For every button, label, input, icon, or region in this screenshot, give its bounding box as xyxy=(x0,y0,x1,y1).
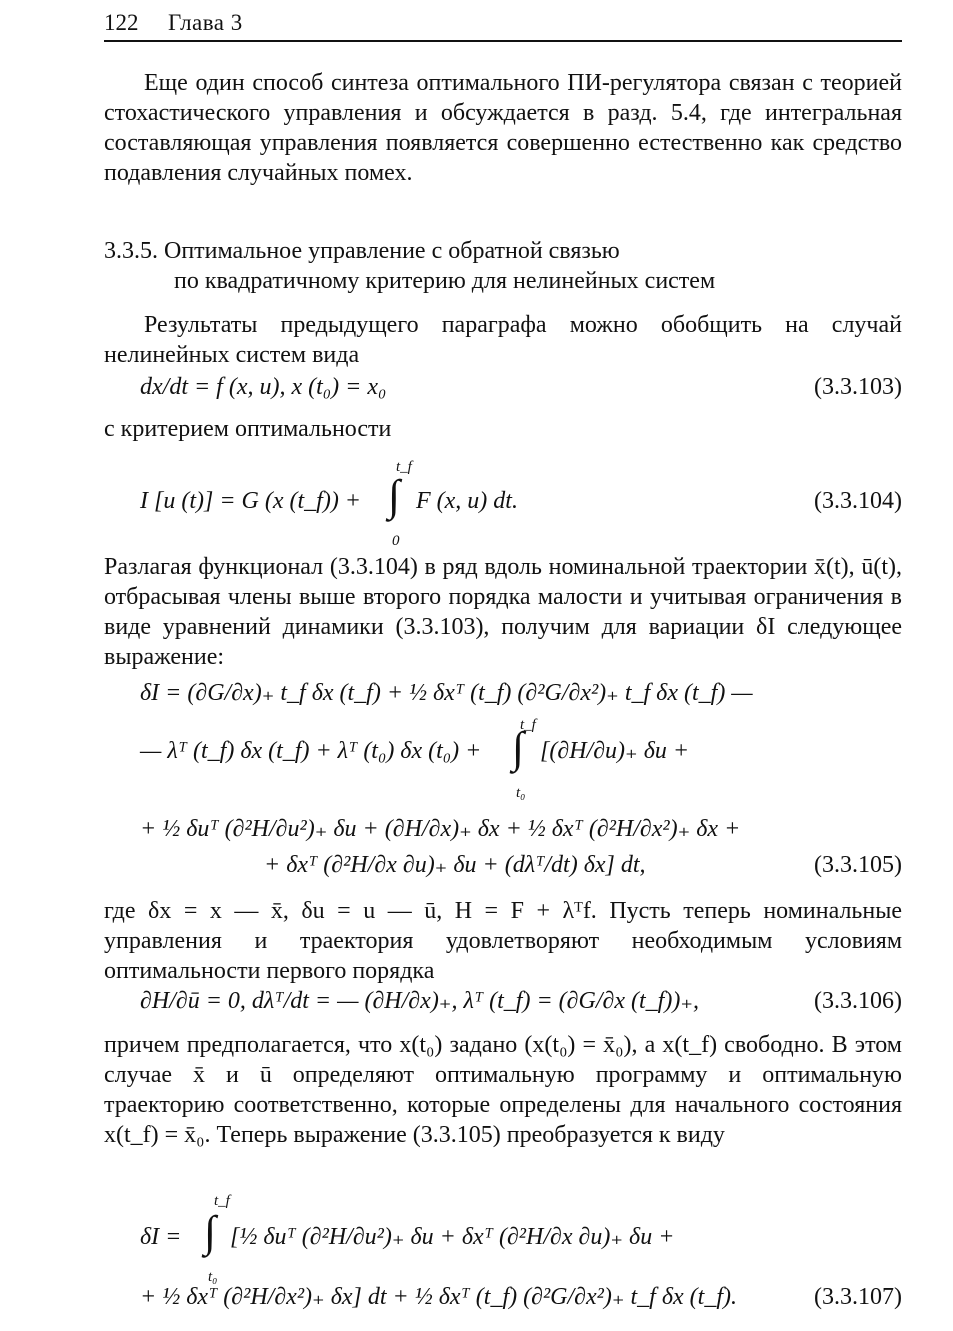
equation-3-3-106 xyxy=(104,986,902,1026)
paragraph-3: Разлагая функционал (3.3.104) в ряд вдоль номинальной траектории x̄(t), ū(t), отбрасывая члены выше второго порядка малости и учитывая ограничения в виде уравнений динамики (3.3.103), получим для вариации δI следующее выражение: xyxy=(104,554,902,670)
paragraph-4: где δx = x — x̄, δu = u — ū, H = F + λᵀf. Пусть теперь номинальные управления и траектория удовлетворяют необходимым условиям оптимальности первого порядка xyxy=(104,898,902,984)
equation-number: (3.3.106) xyxy=(814,988,902,1014)
equation-number: (3.3.103) xyxy=(814,374,902,400)
equation-line-2: + ½ δxᵀ (∂²H/∂x²)₊ δx] dt + ½ δxᵀ (t_f) (∂²G/∂x²)₊ t_f δx (t_f). xyxy=(140,1284,737,1310)
equation-body: dx/dt = f (x, u), x (t₀) = x₀ xyxy=(140,374,387,400)
equation-line-1: δI = (∂G/∂x)₊ t_f δx (t_f) + ½ δxᵀ (t_f) (∂²G/∂x²)₊ t_f δx (t_f) — xyxy=(140,680,753,706)
integral-upper-limit: t_f xyxy=(214,1193,230,1209)
equation-3-3-107 xyxy=(104,1186,902,1316)
section-title-line2: по квадратичному критерию для нелинейных систем xyxy=(174,268,716,294)
header-rule xyxy=(104,40,902,42)
integrand: F (x, u) dt. xyxy=(416,488,518,514)
equation-line-3: + ½ δuᵀ (∂²H/∂u²)₊ δu + (∂H/∂x)₊ δx + ½ δxᵀ (∂²H/∂x²)₊ δx + xyxy=(140,816,741,842)
equation-number: (3.3.105) xyxy=(814,852,902,878)
integral-upper-limit: t_f xyxy=(396,459,412,475)
equation-line-4: + δxᵀ (∂²H/∂x ∂u)₊ δu + (dλᵀ/dt) δx] dt, xyxy=(264,852,646,878)
equation-line-2-post: [(∂H/∂u)₊ δu + xyxy=(540,738,690,764)
integral-upper-limit: t_f xyxy=(520,717,536,733)
integral-lower-limit: t₀ xyxy=(208,1269,218,1285)
paragraph-2: с критерием оптимальности xyxy=(104,416,392,442)
equation-body: ∂H/∂ū = 0, dλᵀ/dt = — (∂H/∂x)₊, λᵀ (t_f) = (∂G/∂x (t_f))₊, xyxy=(140,988,699,1014)
integral-sign: ∫ xyxy=(204,1207,217,1256)
equation-3-3-103 xyxy=(104,372,902,412)
integral-sign: ∫ xyxy=(512,723,525,772)
equation-3-3-105 xyxy=(104,678,902,898)
paragraph-5: причем предполагается, что x(t₀) задано (x(t₀) = x̄₀), а x(t_f) свободно. В этом случае x̄ и ū определяют оптимальную программу и оптимальную траекторию соответственно, которые определены для начального состояния x(t_f) = x̄₀. Теперь выражение (3.3.105) преобразуется к виду xyxy=(104,1032,902,1148)
page-header xyxy=(104,6,904,40)
equation-line-2-pre: — λᵀ (t_f) δx (t_f) + λᵀ (t₀) δx (t₀) + xyxy=(140,738,482,764)
equation-number: (3.3.104) xyxy=(814,488,902,514)
page-number: 122 xyxy=(104,10,139,35)
paragraph-1: Результаты предыдущего параграфа можно обобщить на случай нелинейных систем вида xyxy=(104,312,902,368)
equation-number: (3.3.107) xyxy=(814,1284,902,1310)
equation-3-3-104 xyxy=(104,448,902,548)
integral-lower-limit: 0 xyxy=(392,533,400,549)
integral-sign: ∫ xyxy=(388,471,401,520)
section-heading xyxy=(104,236,902,296)
chapter-title: Глава 3 xyxy=(168,10,243,35)
intro-paragraph: Еще один способ синтеза оптимального ПИ-регулятора связан с теорией стохастического управления и обсуждается в разд. 5.4, где интегральная составляющая управления появляется совершенно естественно как средство подавления случайных помех. xyxy=(104,70,902,186)
equation-lhs: I [u (t)] = G (x (t_f)) + xyxy=(140,488,362,514)
equation-lhs: δI = xyxy=(140,1224,182,1250)
section-number: 3.3.5. xyxy=(104,238,158,264)
section-title-line1: Оптимальное управление с обратной связью xyxy=(164,238,620,264)
integral-lower-limit: t₀ xyxy=(516,785,526,801)
equation-line-1: [½ δuᵀ (∂²H/∂u²)₊ δu + δxᵀ (∂²H/∂x ∂u)₊ δu + xyxy=(230,1224,675,1250)
